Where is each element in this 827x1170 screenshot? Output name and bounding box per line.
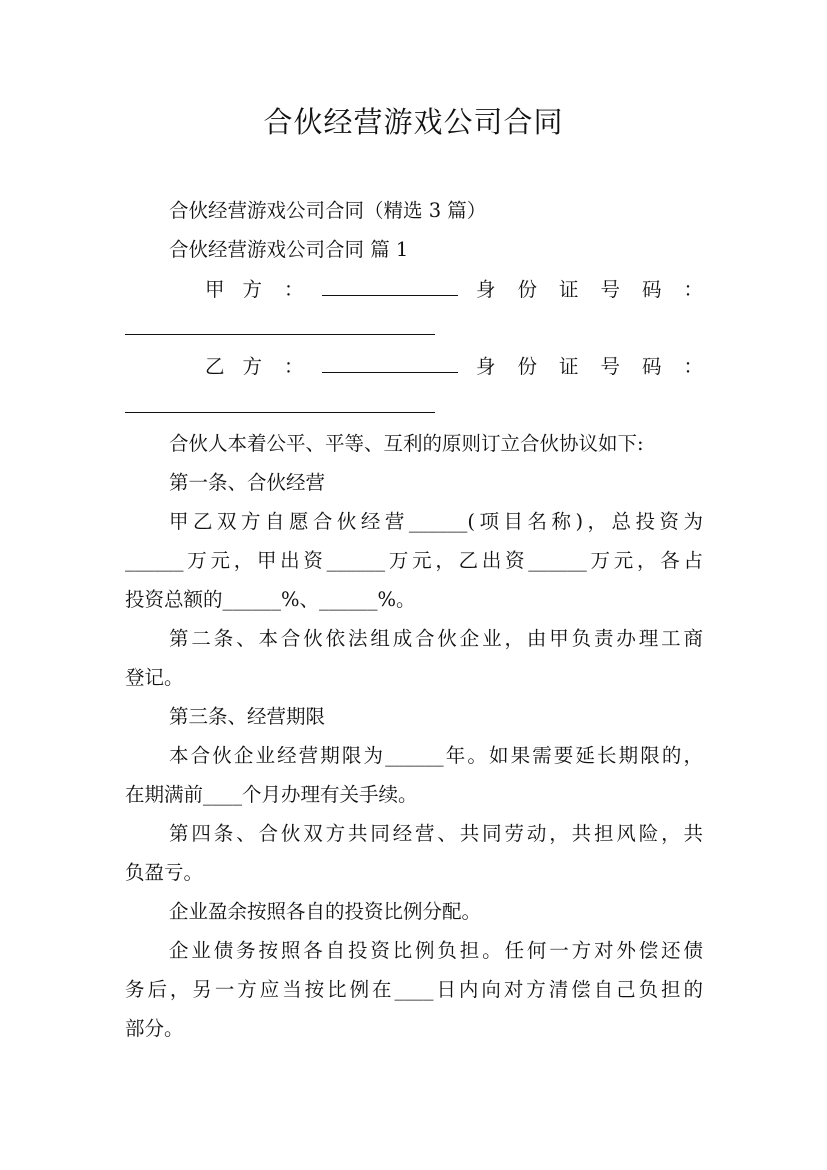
body-line: 部分。 <box>125 1017 184 1040</box>
party-a-id-label: 身份证号码 <box>475 278 684 301</box>
body-line: 投资总额的______%、______%。 <box>125 588 416 611</box>
body-line: 负盈亏。 <box>125 861 204 884</box>
document-title: 合伙经营游戏公司合同 <box>263 105 564 139</box>
body-line: 第二条、本合伙依法组成合伙企业，由甲负责办理工商 <box>169 627 703 650</box>
body-line: 第四条、合伙双方共同经营、共同劳动，共担风险，共 <box>169 822 703 845</box>
body-line: 合伙人本着公平、平等、互利的原则订立合伙协议如下: <box>169 432 644 455</box>
party-a-row <box>125 277 703 303</box>
body-line: 在期满前____个月办理有关手续。 <box>125 783 418 806</box>
party-b-id-colon: ： <box>683 355 703 378</box>
party-b-id-blank <box>125 411 435 413</box>
body-line: ______万元，甲出资______万元，乙出资______万元，各占 <box>125 549 703 572</box>
body-line: 本合伙企业经营期限为______年。如果需要延长期限的， <box>169 744 703 767</box>
party-b-colon: ： <box>284 355 304 378</box>
party-b-row <box>125 354 703 380</box>
body-line: 甲乙双方自愿合伙经营______(项目名称)，总投资为 <box>169 510 703 533</box>
document-subtitle: 合伙经营游戏公司合同（精选 3 篇） <box>169 199 487 222</box>
article-heading: 第一条、合伙经营 <box>169 471 326 494</box>
party-b-id-label: 身份证号码 <box>475 355 684 378</box>
body-line: 务后，另一方应当按比例在____日内向对方清偿自己负担的 <box>125 978 703 1001</box>
party-a-colon: ： <box>284 278 304 301</box>
party-a-label: 甲方 <box>205 278 281 301</box>
section-heading: 合伙经营游戏公司合同 篇 1 <box>169 238 409 261</box>
party-a-id-blank <box>125 333 435 335</box>
party-a-name-blank <box>322 277 458 296</box>
party-a-id-colon: ： <box>683 278 703 301</box>
party-b-label: 乙方 <box>205 355 281 378</box>
body-line: 企业盈余按照各自的投资比例分配。 <box>169 900 482 923</box>
party-b-name-blank <box>322 354 458 373</box>
body-line: 登记。 <box>125 666 184 689</box>
body-line: 企业债务按照各自投资比例负担。任何一方对外偿还债 <box>169 939 703 962</box>
article-heading: 第三条、经营期限 <box>169 705 326 728</box>
